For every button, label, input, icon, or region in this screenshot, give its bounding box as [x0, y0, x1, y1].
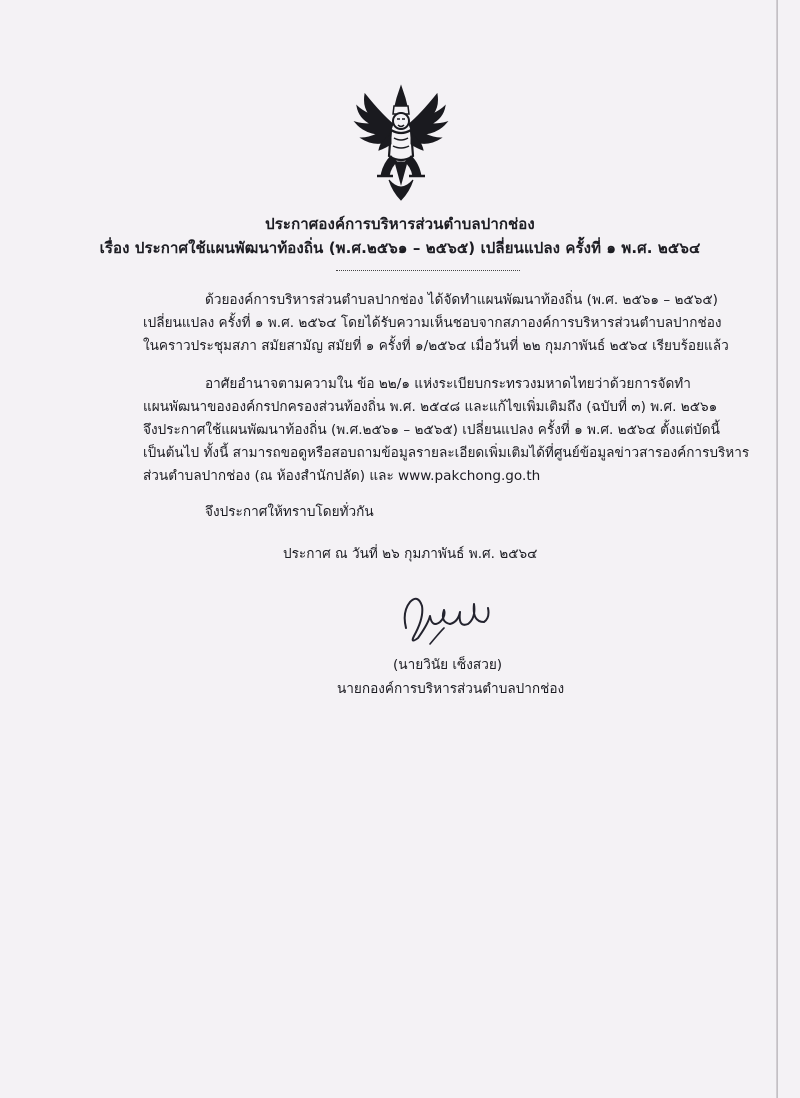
paragraph-line: จึงประกาศให้ทราบโดยทั่วกัน — [205, 504, 374, 520]
paragraph-authority — [143, 373, 750, 488]
page-edge-shadow — [776, 0, 778, 1098]
paragraph-line: อาศัยอำนาจตามความใน ข้อ ๒๒/๑ แห่งระเบียบกระทรวงมหาดไทยว่าด้วยการจัดทำ — [205, 376, 691, 392]
paragraph-line: จึงประกาศใช้แผนพัฒนาท้องถิ่น (พ.ศ.๒๕๖๑ – ๒๕๖๕) เปลี่ยนแปลง ครั้งที่ ๑ พ.ศ. ๒๕๖๔ ตั้งแต่บัดนี้ — [143, 422, 720, 438]
signer-name: (นายวินัย เซ็งสวย) — [393, 657, 503, 673]
garuda-emblem-icon — [351, 84, 451, 202]
announcement-subject: เรื่อง ประกาศใช้แผนพัฒนาท้องถิ่น (พ.ศ.๒๕๖๑ – ๒๕๖๕) เปลี่ยนแปลง ครั้งที่ ๑ พ.ศ. ๒๕๖๔ — [99, 239, 701, 257]
dotted-divider — [336, 270, 520, 271]
paragraph-line: แผนพัฒนาขององค์กรปกครองส่วนท้องถิ่น พ.ศ. ๒๕๔๘ และแก้ไขเพิ่มเติมถึง (ฉบับที่ ๓) พ.ศ. ๒๕๖๑ — [143, 399, 718, 415]
announcement-date: ประกาศ ณ วันที่ ๒๖ กุมภาพันธ์ พ.ศ. ๒๕๖๔ — [283, 546, 538, 562]
paragraph-line: ในคราวประชุมสภา สมัยสามัญ สมัยที่ ๑ ครั้งที่ ๑/๒๕๖๔ เมื่อวันที่ ๒๒ กุมภาพันธ์ ๒๕๖๔ เรียบร้อยแล้ว — [143, 338, 729, 354]
paragraph-approval — [143, 289, 729, 358]
handwritten-signature-icon — [400, 588, 492, 648]
signer-title: นายกองค์การบริหารส่วนตำบลปากช่อง — [337, 681, 565, 697]
paragraph-closing — [205, 501, 505, 524]
paragraph-line: ด้วยองค์การบริหารส่วนตำบลปากช่อง ได้จัดทำแผนพัฒนาท้องถิ่น (พ.ศ. ๒๕๖๑ – ๒๕๖๕) — [205, 292, 718, 308]
paragraph-line: เปลี่ยนแปลง ครั้งที่ ๑ พ.ศ. ๒๕๖๔ โดยได้รับความเห็นชอบจากสภาองค์การบริหารส่วนตำบลปากช่อง — [143, 315, 722, 331]
paragraph-line: ส่วนตำบลปากช่อง (ณ ห้องสำนักปลัด) และ www.pakchong.go.th — [143, 468, 541, 484]
announcement-title: ประกาศองค์การบริหารส่วนตำบลปากช่อง — [265, 215, 535, 233]
paragraph-line: เป็นต้นไป ทั้งนี้ สามารถขอดูหรือสอบถามข้อมูลรายละเอียดเพิ่มเติมได้ที่ศูนย์ข้อมูลข่าวสารองค์การบริหาร — [143, 445, 750, 461]
